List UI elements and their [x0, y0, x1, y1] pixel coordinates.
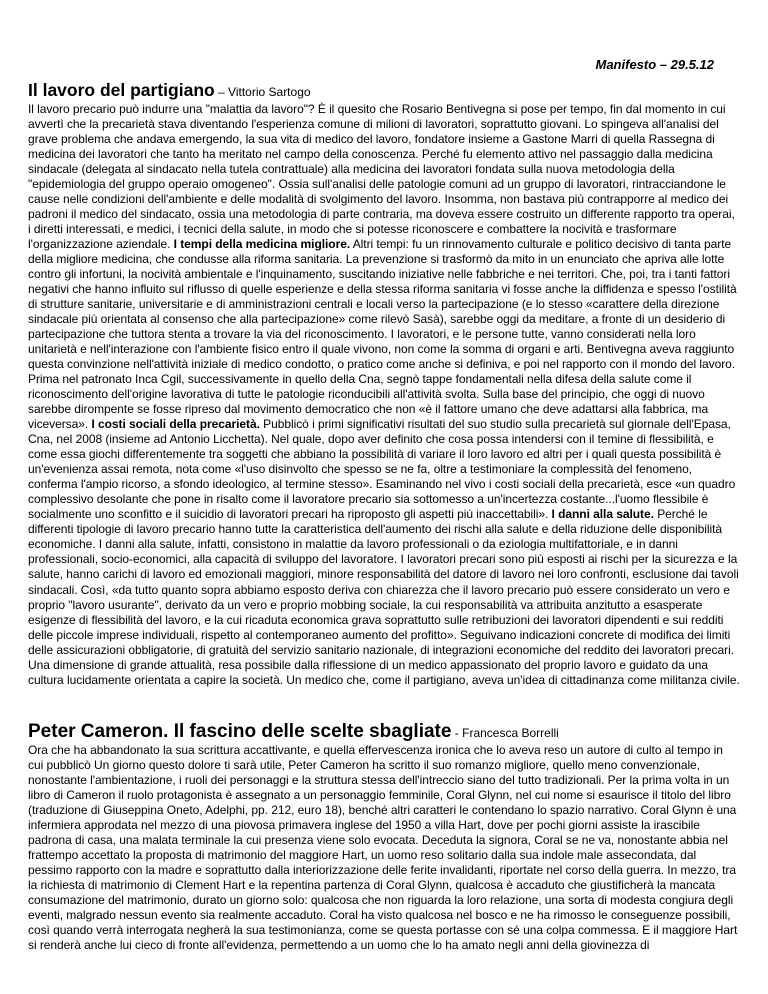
body-text-segment: Perché le differenti tipologie di lavoro precario hanno tutte la caratteristica dell'aumento dei rischi alla salute e della riduzione delle disponibilità economiche. I danni alla salute, infatti, consistono in malattie da lavoro professionali o da eziologia multifattoriale, e in danni professionali, socio-economici, alla capacità di sviluppo del lavoratore. I lavoratori precari sono più esposti ai rischi per la sicurezza e la salute, hanno carichi di lavoro ed emozionali maggiori, minore responsabilità del datore di lavoro nei loro confronti, esclusione dai tavoli sindacali. Così, «da tutto quanto sopra abbiamo esposto deriva con chiarezza che il lavoro precario può essere considerato un vero e proprio "lavoro usurante", derivato da un vero e proprio mobbing sociale, la cui responsabilità va attribuita anzitutto a esasperate esigenze di flessibilità del lavoro, e la cui ricaduta economica grava soprattutto sulle retribuzioni dei lavoratori dipendenti e sui redditi delle piccole imprese individuali, rispetto al contemporaneo aumento del profitto». Seguivano indicazioni concrete di modifica dei limiti delle assicurazioni obbligatorie, di gratuità del servizio sanitario nazionale, di integrazioni economiche del reddito dei lavoratori precari. Una dimensione di grande attualità, resa possibile dalla riflessione di un medico appassionato del proprio lavoro e guidato da una cultura lucidamente orientata a capire la società. Un medico che, come il partigiano, aveva un'idea di cittadinanza come militanza civile. — [28, 507, 740, 687]
subheading-inline: I danni alla salute. — [551, 507, 654, 522]
article-title-line — [28, 722, 740, 743]
body-text-segment: Ora che ha abbandonato la sua scrittura accattivante, e quella effervescenza ironica che lo aveva reso un autore di culto al tempo in cui pubblicò Un giorno questo dolore ti sarà utile, Peter Cameron ha scritto il suo romanzo migliore, quello meno convenzionale, nonostante l'ambientazione, i ruoli dei personaggi e la struttura stessa dell'intreccio siano del tutto tradizionali. Per la prima volta in un libro di Cameron il ruolo protagonista è assegnato a un personaggio femminile, Coral Glynn, nel cui nome si esaurisce il titolo del libro (traduzione di Giuseppina Oneto, Adelphi, pp. 212, euro 18), benché altri caratteri le contendano lo spazio narrativo. Coral Glynn è una infermiera approdata nel mezzo di una piovosa primavera inglese del 1950 a villa Hart, dove per pochi giorni assiste la irascibile padrona di casa, una malata terminale la cui presenza viene solo evocata. Deceduta la signora, Coral se ne va, nonostante abbia nel frattempo accettato la proposta di matrimonio del maggiore Hart, un uomo reso solitario dalla sua indole male assecondata, dal pessimo rapporto con la madre e soprattutto dalla interiorizzazione delle ferite invalidanti, riportate nel corso della guerra. In mezzo, tra la richiesta di matrimonio di Clement Hart e la repentina partenza di Coral Glynn, qualcosa è accaduto che giustificherà la mancata consumazione del matrimonio, durato un giorno solo: qualcosa che non riguarda la loro relazione, una sorta di modesta congiura degli eventi, malgrado nessun evento sia realmente accaduto. Coral ha visto qualcosa nel bosco e ne ha rimosso le conseguenze possibili, così quando verrà interrogata negherà la sua testimonianza, come se questa portasse con sé una colpa commessa. E il maggiore Hart si renderà anche lui cieco di fronte all'evidenza, permettendo a un uomo che lo ha amato negli anni della giovinezza di — [28, 743, 738, 953]
source-date: Manifesto – 29.5.12 — [595, 57, 714, 72]
article-peter-cameron — [28, 722, 740, 953]
article-title: Peter Cameron. Il fascino delle scelte sbagliate — [28, 721, 452, 742]
article-author: - Francesca Borrelli — [451, 726, 559, 740]
body-text-segment: Il lavoro precario può indurre una "malattia da lavoro"? È il quesito che Rosario Bentivegna si pose per tempo, fin dal momento in cui avvertì che la precarietà stava diventando l'esperienza comune di milioni di lavoratori, soprattutto giovani. Lo spingeva all'analisi del grave problema che andava emergendo, la sua vita di medico del lavoro, fondatore insieme a Gastone Marri di quella Rassegna di medicina dei lavoratori che tanto ha meritato nel campo della conoscenza. Perché fu elemento attivo nel passaggio dalla medicina sindacale (delegata al sindacato nella tutela contrattuale) alla medicina dei lavoratori fondata sulla nuova metodologia della "epidemiologia del gruppo operaio omogeneo". Ossia sull'analisi delle patologie comuni ad un gruppo di lavoratori, rintracciandone le cause nelle condizioni dell'ambiente e delle modalità di svolgimento del lavoro. Insomma, non bastava più contrapporre al medico dei padroni il medico del sindacato, ossia una metodologia di parte contraria, ma doveva essere costruito un differente rapporto tra operai, i diretti interessati, e medici, i tecnici della salute, in modo che si potesse riconoscere e combattere la nocività e trasformare l'organizzazione aziendale. — [28, 102, 735, 252]
article-body — [28, 102, 740, 688]
article-title-line — [28, 80, 740, 102]
article-body — [28, 743, 740, 953]
body-text-segment: Altri tempi: fu un rinnovamento culturale e politico decisivo di tanta parte della migliore medicina, che condusse alla riforma sanitaria. La prevenzione si trasformò da mito in un enunciato che apriva alle lotte contro gli infortuni, la nocività ambientale e l'inquinamento, suscitando iniziative nelle fabbriche e nei territori. Che, poi, tra i tanti fattori negativi che hanno influito sul riflusso di quelle esperienze e della stessa riforma sanitaria vi fosse anche la diffidenza e spesso l'ostilità di strutture sanitarie, universitarie e di amministrazioni centrali e locali verso la partecipazione (e lo stesso «carattere della direzione sindacale più orientata al consenso che alla partecipazione» come rilevò Sasà), sarebbe oggi da meditare, a fronte di un desiderio di partecipazione che tuttora stenta a trovare la via del riconoscimento. I lavoratori, e le persone tutte, vanno considerati nella loro unitarietà e nell'interazione con l'ambiente fisico entro il quale vivono, non come la somma di organi e arti. Bentivegna aveva raggiunto questa convinzione nell'attività iniziale di medico condotto, o pratico come anche si definiva, e poi nel rapporto con il mondo del lavoro. Prima nel patronato Inca Cgil, successivamente in quello della Cna, segnò tappe fondamentali nella difesa della salute come il riconoscimento dell'origine lavorativa di tutte le patologie riconducibili all'attività svolta. Sulla base del principio, che oggi di nuovo sarebbe dirompente se fosse ripreso dal movimento democratico che non «è il fattore umano che deve adattarsi alla fabbrica, ma viceversa». — [28, 237, 737, 432]
body-text-segment: Pubblicò i primi significativi risultati del suo studio sulla precarietà sul giornale dell'Epasa, Cna, nel 2008 (insieme ad Antonio Licchetta). Nel quale, dopo aver definito che cosa possa intendersi con il temine di flessibilità, e come essa giochi differentemente tra soggetti che abbiano la possibilità di variare il loro lavoro ed altri per i quali questa possibilità è un'evenienza assai remota, nota come «l'uso disinvolto che spesso se ne fa, oltre a testimoniare la complessità del fenomeno, conferma l'ampio ricorso, a sfondo ideologico, al termine stesso». Esaminando nel vivo i costi sociali della precarietà, esce «un quadro complessivo desolante che pone in risalto come il lavoratore precario sia sottomesso a un'incertezza costante...l'uomo flessibile è socialmente uno sconfitto e il suicidio di lavoratori precari ha riproposto gli aspetti più inaccettabili». — [28, 417, 736, 522]
subheading-inline: I tempi della medicina migliore. — [173, 237, 351, 252]
article-title: Il lavoro del partigiano — [28, 80, 215, 100]
subheading-inline: I costi sociali della precarietà. — [91, 417, 260, 432]
article-lavoro-partigiano — [28, 80, 740, 688]
article-author: – Vittorio Sartogo — [214, 85, 311, 99]
